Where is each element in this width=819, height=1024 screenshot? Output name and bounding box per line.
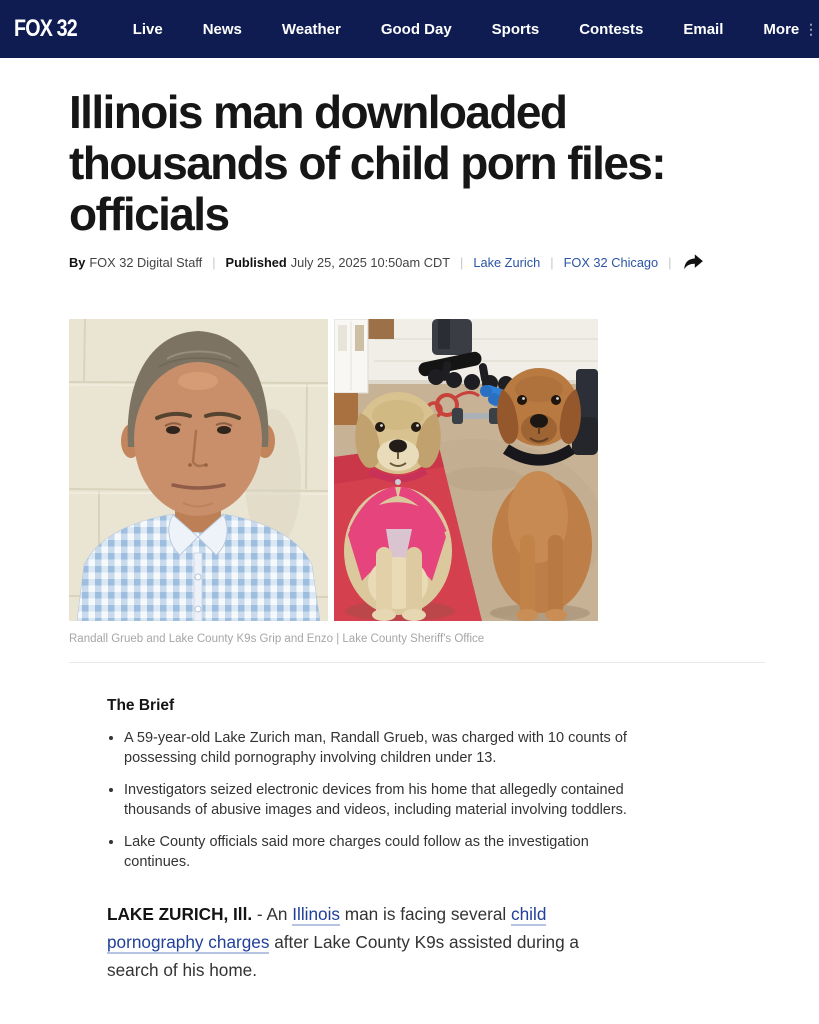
- link-child-pornography-charges[interactable]: child pornography charges: [107, 904, 547, 952]
- published-label: Published: [225, 254, 287, 270]
- nav-menu: [133, 21, 800, 38]
- brief-list: [107, 729, 641, 872]
- byline-separator: |: [212, 254, 216, 270]
- photo-caption: Randall Grueb and Lake County K9s Grip and Enzo | Lake County Sheriff's Office: [69, 633, 485, 645]
- nav-item-good-day[interactable]: Good Day: [380, 20, 452, 38]
- nav-item-more[interactable]: More: [763, 20, 800, 38]
- author-name: FOX 32 Digital Staff: [89, 254, 203, 270]
- brief-bullet: • Investigators seized electronic devices from his home that allegedly contained thousands of abusive images and videos, including material involving toddlers.: [124, 781, 641, 820]
- link-illinois[interactable]: Illinois: [292, 904, 341, 924]
- tag-fox32-chicago[interactable]: FOX 32 Chicago: [563, 254, 659, 270]
- shelf: [334, 319, 368, 393]
- by-label: By: [69, 254, 86, 270]
- headline-line-3: officials: [69, 188, 229, 240]
- page-title: [69, 87, 765, 240]
- headline-line-1: Illinois man downloaded: [69, 86, 567, 138]
- article-paragraph: [107, 900, 633, 984]
- byline-separator: |: [460, 254, 464, 270]
- section-divider: [69, 662, 765, 663]
- dateline: LAKE ZURICH, Ill.: [107, 904, 253, 924]
- paragraph-text: man is facing several: [340, 904, 512, 924]
- nav-overflow-ellipsis-icon[interactable]: ⋮: [804, 20, 818, 37]
- nav-item-contests[interactable]: Contests: [579, 20, 644, 38]
- the-brief-section: [107, 697, 641, 872]
- top-nav: [0, 0, 819, 58]
- photo-pair: [69, 319, 598, 621]
- byline-separator: |: [668, 254, 672, 270]
- share-icon[interactable]: [682, 253, 704, 271]
- paragraph-text: - An: [252, 904, 293, 924]
- mugshot-photo: [69, 319, 328, 621]
- headline-line-2: thousands of child porn files:: [69, 137, 666, 189]
- article-figure: [69, 319, 765, 645]
- nav-item-news[interactable]: News: [202, 20, 242, 38]
- nav-item-live[interactable]: Live: [132, 20, 163, 38]
- tag-lake-zurich[interactable]: Lake Zurich: [473, 254, 541, 270]
- brief-bullet: • Lake County officials said more charges could follow as the investigation continues.: [124, 833, 641, 872]
- brief-bullet: • A 59-year-old Lake Zurich man, Randall Grueb, was charged with 10 counts of possessing child pornography involving children under 13.: [124, 729, 641, 768]
- nav-item-sports[interactable]: Sports: [491, 20, 540, 38]
- article-page: [0, 87, 819, 984]
- nav-item-email[interactable]: Email: [683, 20, 724, 38]
- brief-title: The Brief: [107, 697, 175, 714]
- fox32-logo[interactable]: FOX 32: [14, 15, 77, 42]
- published-date: July 25, 2025 10:50am CDT: [290, 254, 451, 270]
- paragraph-text: after Lake County K9s assisted during a search of his home.: [107, 932, 579, 980]
- byline-separator: |: [550, 254, 554, 270]
- byline: [69, 253, 765, 271]
- k9-dogs-photo: [334, 319, 598, 621]
- nav-item-weather[interactable]: Weather: [281, 20, 341, 38]
